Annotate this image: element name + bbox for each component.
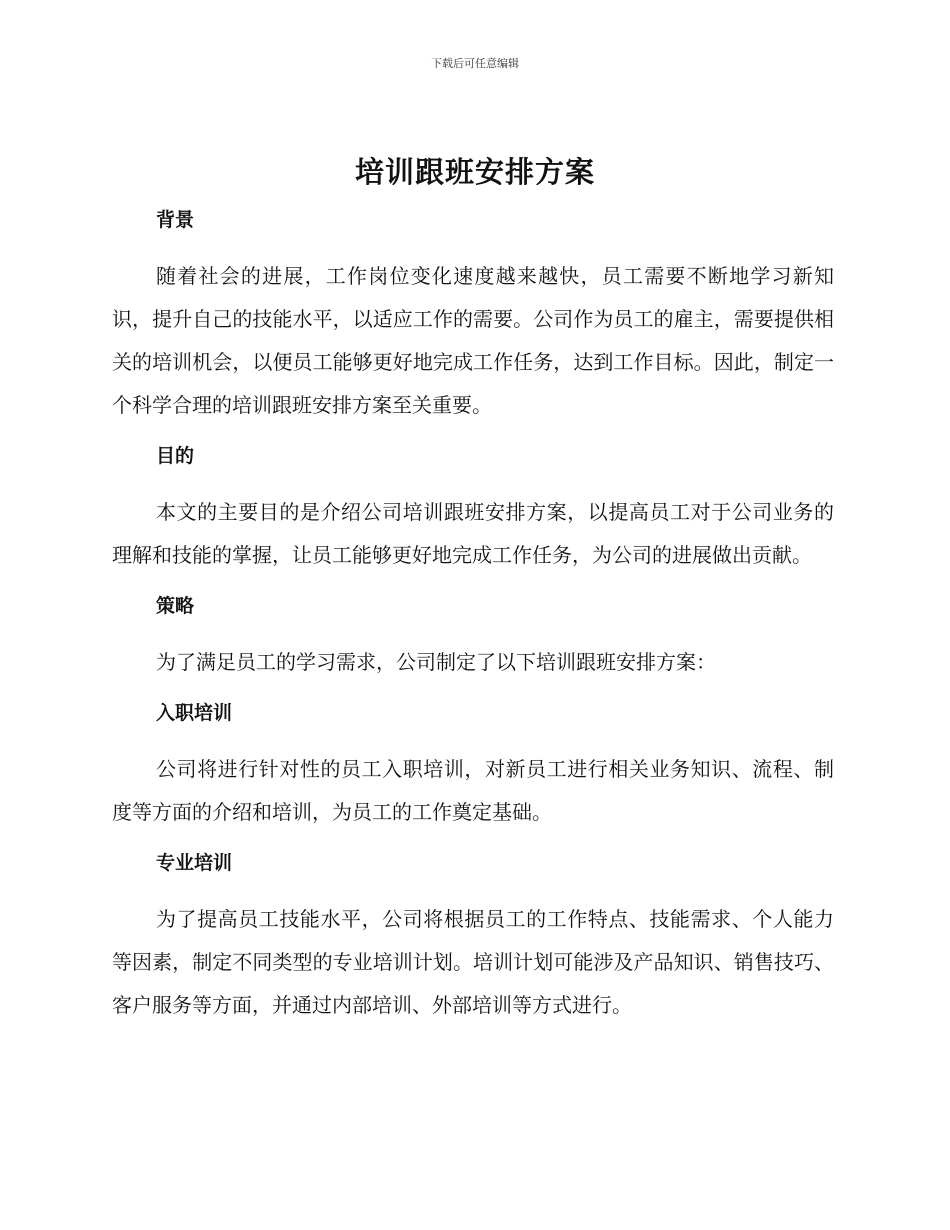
section-purpose: [112, 439, 834, 577]
document-title: 培训跟班安排方案: [354, 155, 595, 189]
section-heading: 目的: [156, 445, 195, 467]
header-note: 下载后可任意编辑: [431, 57, 519, 70]
section-paragraph: 为了提高员工技能水平，公司将根据员工的工作特点、技能需求、个人能力等因素，制定不同类型的专业培训计划。培训计划可能涉及产品知识、销售技巧、客户服务等方面，并通过内部培训、外部培训等方式进行。: [112, 907, 834, 1017]
section-heading: 专业培训: [156, 852, 233, 874]
section-professional-training: [112, 846, 834, 1027]
section-paragraph: 本文的主要目的是介绍公司培训跟班安排方案，以提高员工对于公司业务的理解和技能的掌握，让员工能够更好地完成工作任务，为公司的进展做出贡献。: [112, 500, 834, 567]
section-paragraph: 为了满足员工的学习需求，公司制定了以下培训跟班安排方案：: [156, 650, 716, 674]
section-background: [112, 203, 834, 427]
section-paragraph: 公司将进行针对性的员工入职培训，对新员工进行相关业务知识、流程、制度等方面的介绍和培训，为员工的工作奠定基础。: [112, 757, 834, 824]
section-heading: 背景: [156, 209, 195, 231]
section-onboarding-training: [112, 696, 834, 834]
section-heading: 入职培训: [156, 702, 233, 724]
section-strategy: [112, 589, 834, 684]
document-body: [112, 203, 834, 1039]
section-heading: 策略: [156, 595, 195, 617]
section-paragraph: 随着社会的进展，工作岗位变化速度越来越快，员工需要不断地学习新知识，提升自己的技能水平，以适应工作的需要。公司作为员工的雇主，需要提供相关的培训机会，以便员工能够更好地完成工作任务，达到工作目标。因此，制定一个科学合理的培训跟班安排方案至关重要。: [112, 264, 834, 417]
